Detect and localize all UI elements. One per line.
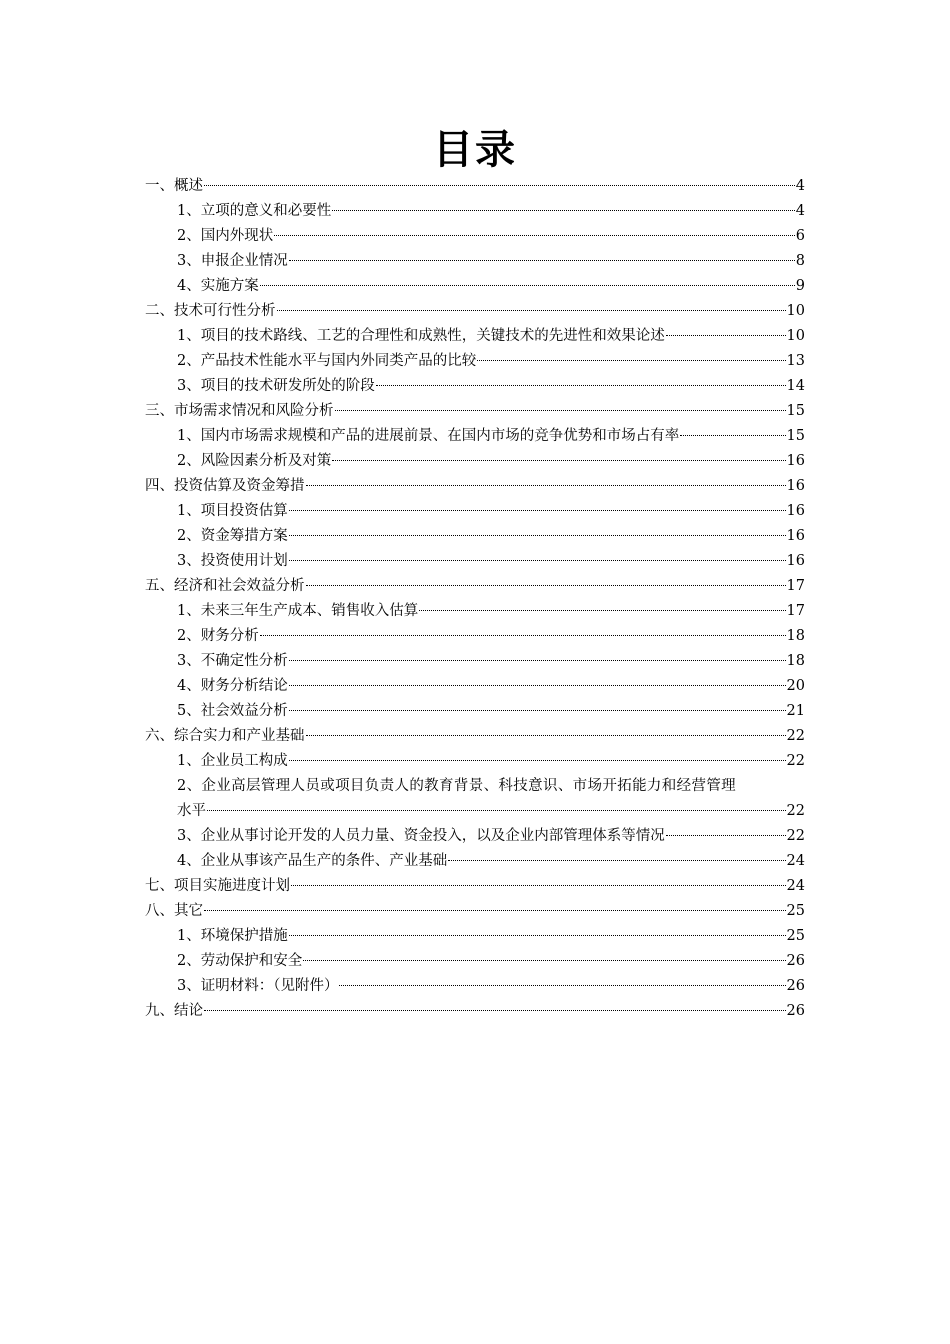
toc-entry[interactable]: [145, 824, 805, 849]
page-title: 目录: [433, 127, 517, 173]
toc-entry-text: 4、实施方案: [177, 278, 259, 294]
toc-entry[interactable]: [145, 449, 805, 474]
toc-leader-dots: [289, 260, 795, 261]
toc-entry[interactable]: [145, 374, 805, 399]
table-of-contents: [145, 174, 805, 1024]
toc-entry-text: 2、企业高层管理人员或项目负责人的教育背景、科技意识、市场开拓能力和经营管理: [177, 778, 737, 794]
toc-page-number: 15: [786, 403, 805, 419]
toc-entry[interactable]: [145, 774, 805, 799]
toc-leader-dots: [289, 935, 786, 936]
toc-entry[interactable]: [145, 199, 805, 224]
toc-page-number: 10: [786, 328, 805, 344]
toc-entry-text: 六、综合实力和产业基础: [145, 728, 305, 744]
toc-page-number: 22: [786, 753, 805, 769]
toc-entry-text: 1、立项的意义和必要性: [177, 203, 332, 219]
toc-leader-dots: [303, 960, 785, 961]
toc-page-number: 8: [795, 253, 805, 269]
toc-section[interactable]: [145, 999, 805, 1024]
toc-page-number: 17: [786, 603, 805, 619]
toc-leader-dots: [291, 885, 786, 886]
toc-leader-dots: [289, 760, 786, 761]
toc-section[interactable]: [145, 399, 805, 424]
toc-leader-dots: [207, 810, 786, 811]
toc-entry[interactable]: [145, 274, 805, 299]
toc-leader-dots: [289, 710, 786, 711]
toc-leader-dots: [260, 285, 795, 286]
toc-entry[interactable]: [145, 699, 805, 724]
toc-page-number: 9: [795, 278, 805, 294]
toc-entry-text: 五、经济和社会效益分析: [145, 578, 305, 594]
toc-entry-text: 2、财务分析: [177, 628, 259, 644]
toc-leader-dots: [306, 485, 786, 486]
toc-leader-dots: [335, 410, 786, 411]
toc-leader-dots: [204, 1010, 786, 1011]
toc-entry[interactable]: [145, 624, 805, 649]
toc-leader-dots: [260, 635, 786, 636]
toc-entry[interactable]: [145, 499, 805, 524]
toc-page-number: 26: [786, 978, 805, 994]
toc-leader-dots: [289, 660, 786, 661]
toc-entry-text: 八、其它: [145, 903, 203, 919]
toc-page-number: 21: [786, 703, 805, 719]
toc-entry[interactable]: [145, 949, 805, 974]
toc-page-number: 16: [786, 528, 805, 544]
toc-leader-dots: [448, 860, 785, 861]
toc-entry[interactable]: [145, 349, 805, 374]
toc-page-number: 16: [786, 553, 805, 569]
toc-entry-text: 九、结论: [145, 1003, 203, 1019]
toc-page-number: 18: [786, 628, 805, 644]
toc-entry-text: 1、环境保护措施: [177, 928, 288, 944]
toc-entry-text: 1、项目投资估算: [177, 503, 288, 519]
toc-entry-text: 3、项目的技术研发所处的阶段: [177, 378, 375, 394]
toc-entry-text: 3、投资使用计划: [177, 553, 288, 569]
toc-page-number: 15: [786, 428, 805, 444]
toc-page-number: 6: [795, 228, 805, 244]
toc-page-number: 4: [795, 203, 805, 219]
toc-page-number: 26: [786, 953, 805, 969]
toc-section[interactable]: [145, 874, 805, 899]
toc-page-number: 26: [786, 1003, 805, 1019]
toc-leader-dots: [666, 335, 786, 336]
toc-page-number: 16: [786, 478, 805, 494]
toc-entry[interactable]: [145, 249, 805, 274]
toc-section[interactable]: [145, 899, 805, 924]
toc-entry-text: 5、社会效益分析: [177, 703, 288, 719]
toc-page-number: 24: [786, 853, 805, 869]
toc-entry[interactable]: [145, 974, 805, 999]
toc-entry-text: 1、未来三年生产成本、销售收入估算: [177, 603, 419, 619]
toc-leader-dots: [332, 460, 785, 461]
toc-entry-text: 2、资金筹措方案: [177, 528, 288, 544]
toc-leader-dots: [306, 585, 786, 586]
toc-entry[interactable]: [145, 524, 805, 549]
toc-leader-dots: [274, 235, 795, 236]
toc-entry-text: 4、财务分析结论: [177, 678, 288, 694]
toc-leader-dots: [289, 535, 786, 536]
toc-entry[interactable]: [145, 224, 805, 249]
toc-entry-text: 四、投资估算及资金筹措: [145, 478, 305, 494]
toc-leader-dots: [339, 985, 785, 986]
toc-leader-dots: [289, 685, 786, 686]
toc-page-number: 18: [786, 653, 805, 669]
toc-page-number: 13: [786, 353, 805, 369]
toc-entry-text: 一、概述: [145, 178, 203, 194]
toc-entry-text: 3、申报企业情况: [177, 253, 288, 269]
toc-page-number: 4: [795, 178, 805, 194]
toc-page-number: 20: [786, 678, 805, 694]
toc-entry-text: 三、市场需求情况和风险分析: [145, 403, 334, 419]
toc-entry-text: 4、企业从事该产品生产的条件、产业基础: [177, 853, 448, 869]
toc-page-number: 22: [786, 828, 805, 844]
toc-entry-text: 3、不确定性分析: [177, 653, 288, 669]
toc-page-number: 25: [786, 928, 805, 944]
toc-entry[interactable]: [145, 849, 805, 874]
toc-page-number: 16: [786, 503, 805, 519]
toc-leader-dots: [477, 360, 785, 361]
toc-entry-text: 3、证明材料：（见附件）: [177, 978, 339, 994]
toc-page-number: 16: [786, 453, 805, 469]
toc-page-number: 14: [786, 378, 805, 394]
toc-section[interactable]: [145, 299, 805, 324]
toc-entry[interactable]: [145, 924, 805, 949]
toc-leader-dots: [419, 610, 785, 611]
toc-entry-text: 七、项目实施进度计划: [145, 878, 290, 894]
toc-leader-dots: [204, 185, 795, 186]
toc-leader-dots: [666, 835, 786, 836]
toc-entry-text: 1、项目的技术路线、工艺的合理性和成熟性，关键技术的先进性和效果论述: [177, 328, 665, 344]
toc-entry[interactable]: [145, 324, 805, 349]
toc-entry[interactable]: [145, 549, 805, 574]
toc-page-number: 17: [786, 578, 805, 594]
toc-page-number: 10: [786, 303, 805, 319]
toc-entry[interactable]: [145, 649, 805, 674]
toc-entry-text: 1、企业员工构成: [177, 753, 288, 769]
toc-entry-continuation[interactable]: [145, 799, 805, 824]
toc-entry-text: 1、国内市场需求规模和产品的进展前景、在国内市场的竞争优势和市场占有率: [177, 428, 680, 444]
toc-leader-dots: [680, 435, 785, 436]
toc-entry[interactable]: [145, 424, 805, 449]
toc-leader-dots: [289, 560, 786, 561]
toc-section[interactable]: [145, 474, 805, 499]
toc-page-number: 24: [786, 878, 805, 894]
toc-entry[interactable]: [145, 674, 805, 699]
toc-entry-text: 2、劳动保护和安全: [177, 953, 303, 969]
toc-entry-text: 水平: [177, 803, 206, 819]
toc-leader-dots: [289, 510, 786, 511]
toc-page-number: 22: [786, 728, 805, 744]
toc-page-number: 22: [786, 803, 805, 819]
toc-leader-dots: [277, 310, 786, 311]
toc-entry-text: 2、产品技术性能水平与国内外同类产品的比较: [177, 353, 477, 369]
toc-section[interactable]: [145, 574, 805, 599]
toc-section[interactable]: [145, 174, 805, 199]
toc-entry-text: 二、技术可行性分析: [145, 303, 276, 319]
toc-leader-dots: [204, 910, 786, 911]
toc-page-number: 25: [786, 903, 805, 919]
toc-entry-text: 3、企业从事讨论开发的人员力量、资金投入，以及企业内部管理体系等情况: [177, 828, 665, 844]
toc-leader-dots: [306, 735, 786, 736]
toc-entry[interactable]: [145, 749, 805, 774]
toc-section[interactable]: [145, 724, 805, 749]
toc-leader-dots: [332, 210, 795, 211]
toc-entry-text: 2、风险因素分析及对策: [177, 453, 332, 469]
toc-entry-text: 2、国内外现状: [177, 228, 274, 244]
toc-entry[interactable]: [145, 599, 805, 624]
toc-leader-dots: [376, 385, 786, 386]
